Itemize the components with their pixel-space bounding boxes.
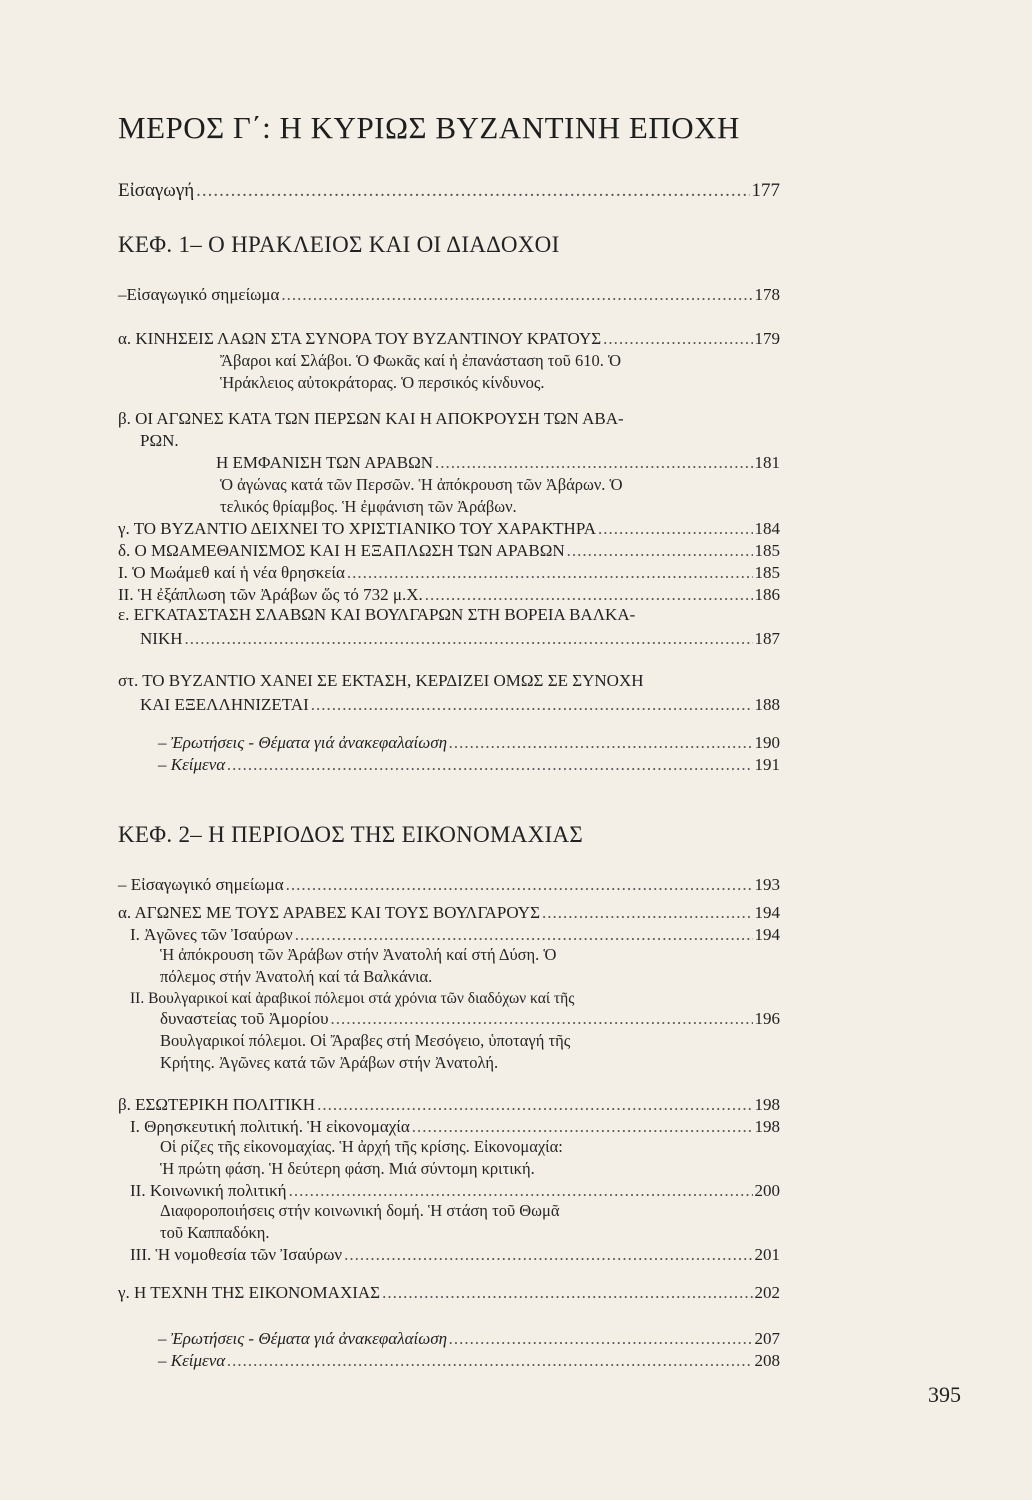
toc-entry[interactable]: γ. Η ΤΕΧΝΗ ΤΗΣ ΕΙΚΟΝΟΜΑΧΙΑΣ ..... 202 xyxy=(118,1282,780,1304)
chapter-2-title: ΚΕΦ. 2– Η ΠΕΡΙΟΔΟΣ ΤΗΣ ΕΙΚΟΝΟΜΑΧΙΑΣ xyxy=(118,822,584,847)
toc-entry[interactable]: β. ΕΣΩΤΕΡΙΚΗ ΠΟΛΙΤΙΚΗ ..... 198 xyxy=(118,1094,780,1116)
entry-description: τοῦ Καππαδόκη. xyxy=(160,1223,270,1242)
toc-entry[interactable]: – Εἰσαγωγικό σημείωμα ..... 193 xyxy=(118,874,780,896)
entry-description: πόλεμος στήν Ἀνατολή καί τά Βαλκάνια. xyxy=(160,967,433,986)
entry-label: II. Βουλγαρικοί καί ἀραβικοί πόλεμοι στά χρόνια τῶν διαδόχων καί τῆς xyxy=(130,990,575,1007)
toc-entry[interactable]: – Ἐρωτήσεις - Θέματα γιά ἀνακεφαλαίωση ..... 190 xyxy=(158,732,780,754)
entry-description: Ἄβαροι καί Σλάβοι. Ὁ Φωκᾶς καί ἡ ἐπανάσταση τοῦ 610. Ὁ xyxy=(220,351,622,370)
entry-description: Οἱ ρίζες τῆς εἰκονομαχίας. Ἡ ἀρχή τῆς κρίσης. Εἰκονομαχία: xyxy=(160,1137,563,1156)
toc-entry-intro[interactable] xyxy=(118,180,780,202)
entry-description: Ἡ ἀπόκρουση τῶν Ἀράβων στήν Ἀνατολή καί στή Δύση. Ὁ xyxy=(160,945,557,964)
toc-entry[interactable]: I. Ὁ Μωάμεθ καί ἡ νέα θρησκεία ..... 185 xyxy=(118,562,780,584)
toc-entry[interactable]: II. Κοινωνική πολιτική ..... 200 xyxy=(130,1180,780,1202)
entry-description: Διαφοροποιήσεις στήν κοινωνική δομή. Ἡ στάση τοῦ Θωμᾶ xyxy=(160,1201,560,1220)
toc-entry[interactable]: ΚΑΙ ΕΞΕΛΛΗΝΙΖΕΤΑΙ ..... 188 xyxy=(140,694,780,716)
chapter-1-title: ΚΕΦ. 1– Ο ΗΡΑΚΛΕΙΟΣ ΚΑΙ ΟΙ ΔΙΑΔΟΧΟΙ xyxy=(118,232,560,257)
entry-description: Ἡράκλειος αὐτοκράτορας. Ὁ περσικός κίνδυνος. xyxy=(220,373,545,392)
entry-description: Ὁ ἀγώνας κατά τῶν Περσῶν. Ἡ ἀπόκρουση τῶν Ἀβάρων. Ὁ xyxy=(220,475,623,494)
toc-entry[interactable]: –Εἰσαγωγικό σημείωμα ..... 178 xyxy=(118,284,780,306)
part-title: ΜΕΡΟΣ Γ΄: Η ΚΥΡΙΩΣ ΒΥΖΑΝΤΙΝΗ ΕΠΟΧΗ xyxy=(118,110,740,145)
toc-entry[interactable]: δ. Ο ΜΩΑΜΕΘΑΝΙΣΜΟΣ ΚΑΙ Η ΕΞΑΠΛΩΣΗ ΤΩΝ ΑΡΑΒΩΝ ..... 185 xyxy=(118,540,780,562)
entry-description: τελικός θρίαμβος. Ἡ ἐμφάνιση τῶν Ἀράβων. xyxy=(220,497,517,516)
entry-label: στ. ΤΟ ΒΥΖΑΝΤΙΟ ΧΑΝΕΙ ΣΕ ΕΚΤΑΣΗ, ΚΕΡΔΙΖΕΙ ΟΜΩΣ ΣΕ ΣΥΝΟΧΗ xyxy=(118,671,644,690)
entry-label: ΡΩΝ. xyxy=(140,431,179,450)
toc-entry[interactable]: – Κείμενα ..... 191 xyxy=(158,754,780,776)
page-number: 395 xyxy=(928,1382,961,1407)
entry-description: Ἡ πρώτη φάση. Ἡ δεύτερη φάση. Μιά σύντομη κριτική. xyxy=(160,1159,535,1178)
toc-entry[interactable]: α. ΑΓΩΝΕΣ ΜΕ ΤΟΥΣ ΑΡΑΒΕΣ ΚΑΙ ΤΟΥΣ ΒΟΥΛΓΑΡΟΥΣ ..... 194 xyxy=(118,902,780,924)
toc-entry[interactable]: – Κείμενα ..... 208 xyxy=(158,1350,780,1372)
entry-description: Βουλγαρικοί πόλεμοι. Οἱ Ἄραβες στή Μεσόγειο, ὑποταγή τῆς xyxy=(160,1031,571,1050)
toc-entry[interactable]: II. Ἡ ἐξάπλωση τῶν Ἀράβων ὥς τό 732 μ.Χ. ..... 186 xyxy=(118,584,780,606)
toc-entry[interactable]: I. Θρησκευτική πολιτική. Ἡ εἰκονομαχία ..... 198 xyxy=(130,1116,780,1138)
toc-entry[interactable]: γ. ΤΟ ΒΥΖΑΝΤΙΟ ΔΕΙΧΝΕΙ ΤΟ ΧΡΙΣΤΙΑΝΙΚΟ ΤΟΥ ΧΑΡΑΚΤΗΡΑ ..... 184 xyxy=(118,518,780,540)
toc-entry[interactable]: δυναστείας τοῦ Ἀμορίου ..... 196 xyxy=(160,1008,780,1030)
entry-label: ε. ΕΓΚΑΤΑΣΤΑΣΗ ΣΛΑΒΩΝ ΚΑΙ ΒΟΥΛΓΑΡΩΝ ΣΤΗ ΒΟΡΕΙΑ ΒΑΛΚΑ- xyxy=(118,605,636,624)
entry-label: β. ΟΙ ΑΓΩΝΕΣ ΚΑΤΑ ΤΩΝ ΠΕΡΣΩΝ ΚΑΙ Η ΑΠΟΚΡΟΥΣΗ ΤΩΝ ΑΒΑ- xyxy=(118,409,624,428)
toc-entry[interactable]: III. Ἡ νομοθεσία τῶν Ἰσαύρων ..... 201 xyxy=(130,1244,780,1266)
dot-leader xyxy=(196,180,749,202)
toc-entry[interactable]: α. ΚΙΝΗΣΕΙΣ ΛΑΩΝ ΣΤΑ ΣΥΝΟΡΑ ΤΟΥ ΒΥΖΑΝΤΙΝΟΥ ΚΡΑΤΟΥΣ ..... 179 xyxy=(118,328,780,350)
entry-label: Εἰσαγωγή xyxy=(118,180,195,201)
toc-entry[interactable]: – Ἐρωτήσεις - Θέματα γιά ἀνακεφαλαίωση ..... 207 xyxy=(158,1328,780,1350)
toc-entry[interactable]: ΝΙΚΗ ..... 187 xyxy=(140,628,780,650)
entry-description: Κρήτης. Ἀγῶνες κατά τῶν Ἀράβων στήν Ἀνατολή. xyxy=(160,1053,499,1072)
toc-entry[interactable]: I. Ἀγῶνες τῶν Ἰσαύρων ..... 194 xyxy=(130,924,780,946)
entry-page: 177 xyxy=(751,180,780,201)
toc-entry[interactable]: Η ΕΜΦΑΝΙΣΗ ΤΩΝ ΑΡΑΒΩΝ ..... 181 xyxy=(216,452,780,474)
